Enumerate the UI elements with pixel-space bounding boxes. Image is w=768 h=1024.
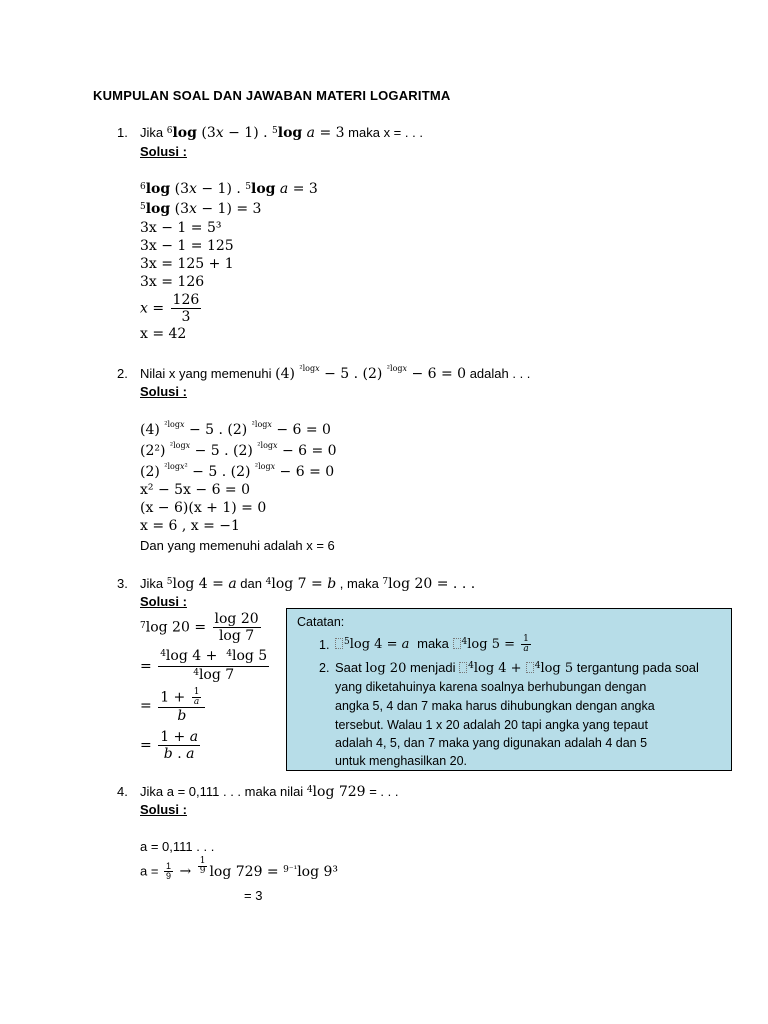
note-item-2-number: 2. (319, 661, 330, 675)
q2-conclusion: Dan yang memenuhi adalah x = 6 (140, 538, 335, 553)
q3-question: Jika $^5$log 4 = a dan $^4$log 7 = b , maka $^7$log 20 = . . . (140, 576, 476, 592)
note-item-2-line-2: yang diketahuinya karena soalnya berhubungan dengan (335, 680, 647, 694)
q2-eq-2: (2²) $^{^2logx}$ − 5 . (2) $^{^2logx}$ − 6 = 0 (140, 441, 337, 459)
note-item-2-line-5: adalah 4, 5, dan 7 maka yang digunakan adalah 4 dan 5 (335, 736, 648, 750)
q1-solusi-label: Solusi : (140, 144, 187, 159)
q1-step-5: x = 42 (140, 326, 187, 342)
q4-number: 4. (117, 784, 128, 799)
note-item-2-line-4: tersebut. Walau 1 x 20 adalah 20 tapi angka yang tepaut (335, 718, 648, 732)
q4-step-1: a = 0,111 . . . (140, 839, 215, 854)
q3-eq-4: = $\frac{1 + a}{b . a}$ (140, 729, 199, 762)
q2-question: Nilai x yang memenuhi (4) $^{^2logx}$ − 5 . (2) $^{^2logx}$ − 6 = 0 adalah . . . (140, 364, 531, 382)
note-box (286, 608, 732, 771)
note-header: Catatan: (297, 615, 345, 629)
q1-eq-2: $^5$log (3x − 1) = 3 (140, 201, 262, 217)
document-title: KUMPULAN SOAL DAN JAWABAN MATERI LOGARITMA (93, 88, 451, 103)
note-item-2-line-3: angka 5, 4 dan 7 maka harus dihubungkan dengan angka (335, 699, 655, 713)
q4-step-2: a = $\frac{1}{9}$ → $^{\frac{1}{9}}$ log 729 = $^{9^{-1}}$log 9³ (140, 856, 339, 881)
q1-step-4: 3x = 126 (140, 274, 205, 290)
q1-eq-1: $^6$log (3x − 1) . $^5$log a = 3 (140, 181, 318, 197)
q1-step-3: 3x = 125 + 1 (140, 256, 234, 272)
q3-eq-3: = 1 + $\frac{1}{a}$ b (140, 688, 207, 724)
q1-question: Jika $^6$log (3x − 1) . $^5$log a = 3 maka x = . . . (140, 125, 423, 141)
q2-eq-1: (4) $^{^2logx}$ − 5 . (2) $^{^2logx}$ − 6 = 0 (140, 420, 331, 438)
note-item-2-line-6: untuk menghasilkan 20. (335, 754, 468, 768)
q2-eq-3: (2) $^{^2logx^2}$ − 5 . (2) $^{^2logx}$ − 6 = 0 (140, 462, 335, 480)
q4-question: Jika a = 0,111 . . . maka nilai $^4$log 729 = . . . (140, 784, 399, 800)
q3-eq-1: $^7$log 20 = $\frac{\log 20}{\log 7}$ (140, 611, 259, 644)
q1-step-1: 3x − 1 = 5³ (140, 220, 222, 236)
q1-step-2: 3x − 1 = 125 (140, 238, 234, 254)
q3-number: 3. (117, 576, 128, 591)
q4-solusi-label: Solusi : (140, 802, 187, 817)
note-item-2-first: Saat log 20 menjadi $^4$log 4 + $^4$log 5 tergantung pada soal (335, 660, 699, 676)
q2-step-3: x = 6 , x = −1 (140, 518, 240, 534)
q2-step-1: x² − 5x − 6 = 0 (140, 482, 251, 498)
q1-fraction-step: x = $\frac{126}{3}$ (140, 292, 200, 325)
q3-solusi-label: Solusi : (140, 594, 187, 609)
q2-number: 2. (117, 366, 128, 381)
q3-eq-2: = $\frac{^4\log 4 + ^4\log 5}{^4\log 7}$ (140, 648, 268, 683)
q1-number: 1. (117, 125, 128, 140)
q2-solusi-label: Solusi : (140, 384, 187, 399)
q4-result: = 3 (244, 888, 263, 903)
note-item-1: $^5$log 4 = a maka $^4$log 5 = $\frac{1}{a}$ (335, 635, 533, 654)
note-item-1-number: 1. (319, 638, 330, 652)
q2-step-2: (x − 6)(x + 1) = 0 (140, 500, 267, 516)
